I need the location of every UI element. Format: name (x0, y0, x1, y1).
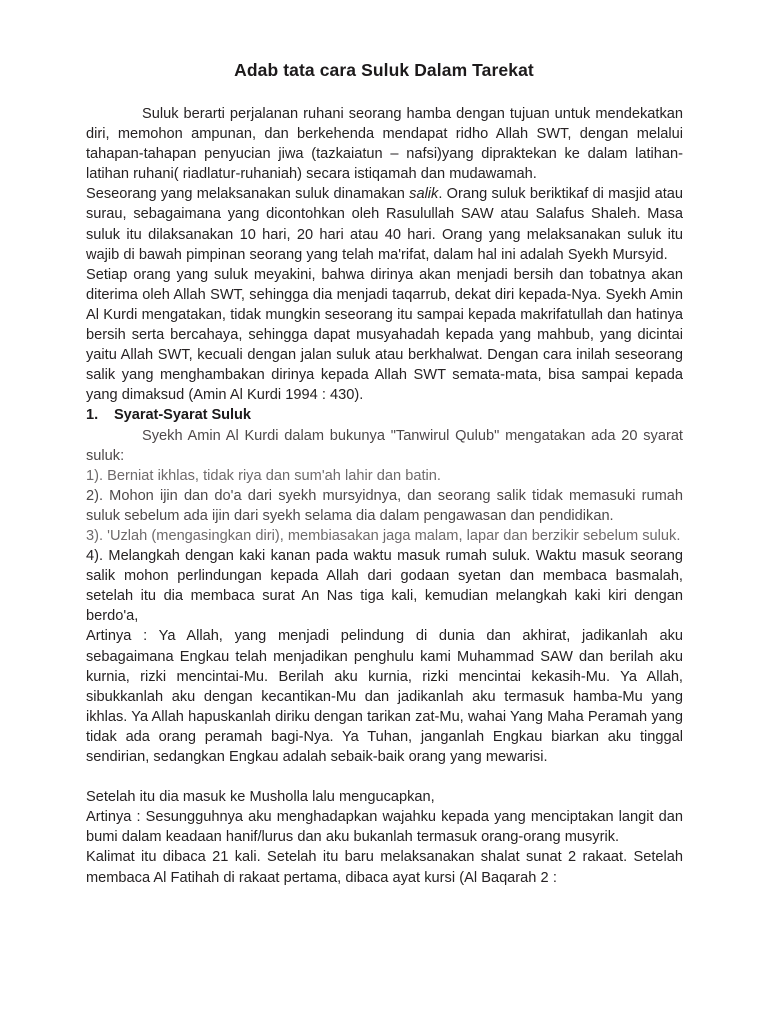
paragraph-definisi-suluk (86, 104, 683, 184)
paragraph-text: Setiap orang yang suluk meyakini, bahwa dirinya akan menjadi bersih dan tobatnya akan diterima oleh Allah SWT, sehingga dia menjadi taqarrub, dekat diri kepada-Nya. Syekh Amin Al Kurdi mengatakan, tidak mungkin seseorang itu sampai kepada makrifatullah dan hatinya bersih serta bercahaya, sehingga dapat musyahadah kepada yang mahbub, yang dicintai yaitu Allah SWT, kecuali dengan jalan suluk atau berkhalwat. Dengan cara inilah seseorang salik yang menghambakan dirinya kepada Allah SWT semata-mata, bisa sampai kepada yang dimaksud (Amin Al Kurdi 1994 : 430). (86, 266, 683, 404)
paragraph-text: Syekh Amin Al Kurdi dalam bukunya "Tanwirul Qulub" mengatakan ada 20 syarat suluk: (86, 427, 683, 464)
list-item-text: 1). Berniat ikhlas, tidak riya dan sum'ah lahir dan batin. (86, 467, 441, 484)
paragraph-artinya-doa-masuk (86, 626, 683, 767)
section-heading-syarat-syarat-suluk (86, 405, 683, 425)
list-item-syarat-4 (86, 546, 683, 626)
paragraph-keyakinan-suluk (86, 265, 683, 406)
section-number: 1. (86, 407, 99, 424)
list-item-text: 3). 'Uzlah (mengasingkan diri), membiasakan jaga malam, lapar dan berzikir sebelum suluk. (86, 527, 681, 544)
paragraph-pengertian-salik (86, 184, 683, 264)
list-item-syarat-1 (86, 466, 683, 486)
list-item-syarat-2 (86, 486, 683, 526)
document-body (86, 104, 683, 888)
italic-term-salik: salik (409, 186, 439, 203)
paragraph-artinya-menghadap (86, 807, 683, 847)
paragraph-section-intro (86, 426, 683, 466)
paragraph-text: Kalimat itu dibaca 21 kali. Setelah itu baru melaksanakan shalat sunat 2 rakaat. Setelah membaca Al Fatihah di rakaat pertama, dibaca ayat kursi (Al Baqarah 2 : (86, 849, 683, 886)
section-title: Syarat-Syarat Suluk (114, 407, 251, 424)
list-item-text: 2). Mohon ijin dan do'a dari syekh mursyidnya, dan seorang salik tidak memasuki rumah suluk sebelum ada ijin dari syekh selama dia dalam pengawasan dan pendidikan. (86, 487, 683, 524)
paragraph-text: Artinya : Ya Allah, yang menjadi pelindung di dunia dan akhirat, jadikanlah aku sebagaimana Engkau telah menjadikan penghulu kami Muhammad SAW dan berilah aku kurnia, rizki mencintai-Mu. Berilah aku kurnia, rizki mencintai kekasih-Mu. Ya Allah, sibukkanlah aku dengan kecantikan-Mu dan jadikanlah aku termasuk hamba-Mu yang ikhlas. Ya Allah hapuskanlah diriku dengan tarikan zat-Mu, wahai Yang Maha Peramah yang tidak ada orang peramah bagi-Nya. Ya Tuhan, janganlah Engkau biarkan aku tinggal sendirian, sedangkan Engkau adalah sebaik-baik orang yang mewarisi. (86, 628, 683, 765)
page-title: Adab tata cara Suluk Dalam Tarekat (234, 60, 534, 80)
paragraph-masuk-musholla (86, 787, 683, 807)
paragraph-text: Setelah itu dia masuk ke Musholla lalu mengucapkan, (86, 789, 435, 806)
paragraph-text: Artinya : Sesungguhnya aku menghadapkan wajahku kepada yang menciptakan langit dan bumi dalam keadaan hanif/lurus dan aku bukanlah termasuk orang-orang musyrik. (86, 809, 683, 846)
paragraph-text: Suluk berarti perjalanan ruhani seorang hamba dengan tujuan untuk mendekatkan diri, memohon ampunan, dan berkehenda mendapat ridho Allah SWT, dengan melalui tahapan-tahapan penyucian jiwa (tazkaiatun – nafsi)yang dipraktekan ke dalam latihan-latihan ruhani( riadlatur-ruhaniah) secara istiqamah dan mudawamah. (86, 106, 683, 183)
list-item-syarat-3 (86, 526, 683, 546)
list-item-text: 4). Melangkah dengan kaki kanan pada waktu masuk rumah suluk. Waktu masuk seorang salik mohon perlindungan kepada Allah dari godaan syetan dan membaca basmalah, setelah itu dia membaca surat An Nas tiga kali, kemudian melangkah kaki kiri dengan berdo'a, (86, 548, 683, 625)
paragraph-kalimat-dibaca (86, 847, 683, 887)
paragraph-text: Seseorang yang melaksanakan suluk dinamakan salik. Orang suluk beriktikaf di masjid atau surau, sebagaimana yang dicontohkan oleh Rasulullah SAW atau Salafus Shaleh. Masa suluk itu dilaksanakan 10 hari, 20 hari atau 40 hari. Orang yang melaksanakan suluk itu wajib di bawah pimpinan seorang yang telah ma'rifat, dalam hal ini adalah Syekh Mursyid. (86, 186, 683, 263)
paragraph-spacer (86, 767, 683, 787)
